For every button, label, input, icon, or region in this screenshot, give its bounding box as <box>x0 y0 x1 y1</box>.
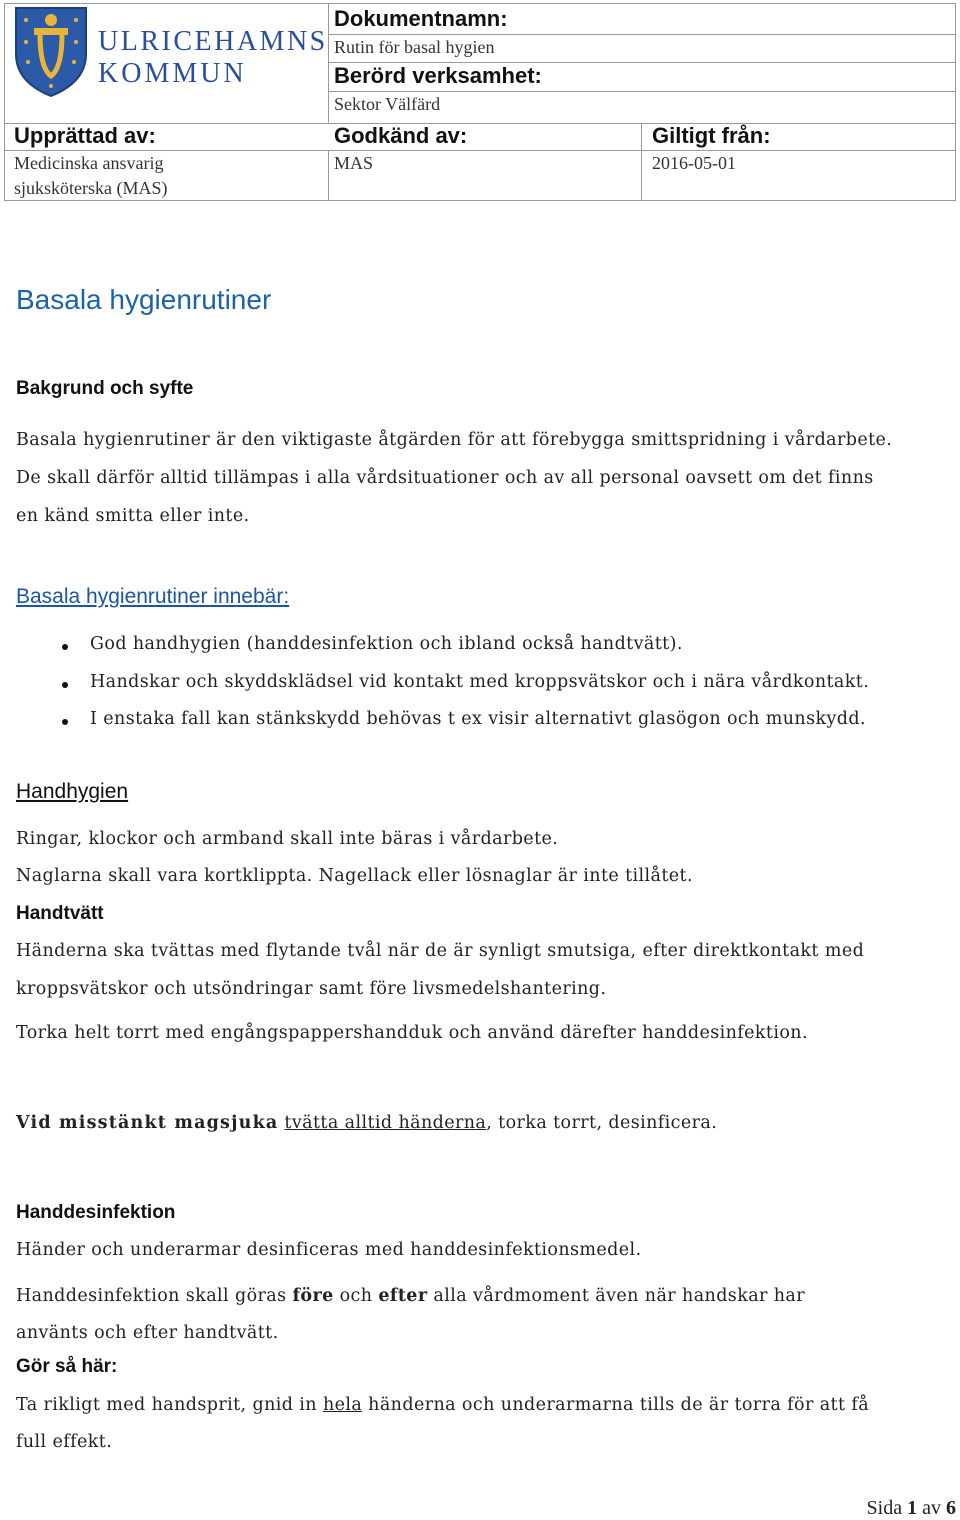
affected-label: Berörd verksamhet: <box>334 63 542 88</box>
header-divider <box>328 3 329 123</box>
paragraph-line: Händerna ska tvättas med flytande tvål när de är synligt smutsiga, efter direktkontakt med <box>16 941 865 961</box>
text-span: Handdesinfektion skall göras <box>16 1286 293 1306</box>
doc-name-label: Dokumentnamn: <box>334 6 508 31</box>
warning-line <box>16 1113 717 1133</box>
hand-hygiene-heading: Handhygien <box>16 780 129 803</box>
header-divider <box>328 150 329 201</box>
implies-heading: Basala hygienrutiner innebär: <box>16 585 290 608</box>
list-item: Handskar och skyddsklädsel vid kontakt med kroppsvätskor och i nära vårdkontakt. <box>90 672 870 692</box>
approved-by-value: MAS <box>334 153 374 173</box>
background-heading: Bakgrund och syfte <box>16 378 194 399</box>
logo-text-line2: KOMMUN <box>98 58 247 89</box>
paragraph-line: använts och efter handtvätt. <box>16 1323 279 1343</box>
valid-from-value: 2016-05-01 <box>652 153 736 173</box>
bullet-icon <box>62 644 68 650</box>
bullet-icon <box>62 682 68 688</box>
list-item: God handhygien (handdesinfektion och ibland också handtvätt). <box>90 634 683 654</box>
doc-name-value: Rutin för basal hygien <box>334 37 495 57</box>
page-title: Basala hygienrutiner <box>16 284 272 315</box>
paragraph-line: kroppsvätskor och utsöndringar samt före livsmedelshantering. <box>16 979 607 999</box>
paragraph-line: en känd smitta eller inte. <box>16 506 250 526</box>
page-number <box>867 1497 956 1520</box>
text-span: Ta rikligt med handsprit, gnid in <box>16 1395 323 1415</box>
paragraph-line: Naglarna skall vara kortklippta. Nagellack eller lösnaglar är inte tillåtet. <box>16 866 693 886</box>
howto-heading: Gör så här: <box>16 1356 118 1377</box>
valid-from-label: Giltigt från: <box>652 123 771 148</box>
created-by-value: Medicinska ansvarig <box>14 153 164 173</box>
paragraph-line: Händer och underarmar desinficeras med handdesinfektionsmedel. <box>16 1240 642 1260</box>
text-span: händerna och underarmarna tills de är torra för att få <box>362 1395 870 1415</box>
page-total: 6 <box>946 1497 956 1519</box>
header-divider <box>641 123 642 201</box>
disinfection-heading: Handdesinfektion <box>16 1202 176 1223</box>
created-by-value: sjuksköterska (MAS) <box>14 178 168 198</box>
paragraph-line: Ringar, klockor och armband skall inte bäras i vårdarbete. <box>16 829 559 849</box>
paragraph-line: Basala hygienrutiner är den viktigaste åtgärden för att förebygga smittspridning i vårdarbete. <box>16 430 893 450</box>
text-before: före <box>292 1286 334 1306</box>
paragraph-line <box>16 1286 805 1306</box>
warning-bold: Vid misstänkt magsjuka <box>16 1113 279 1133</box>
bullet-icon <box>62 719 68 725</box>
paragraph-line <box>16 1395 869 1415</box>
handwash-heading: Handtvätt <box>16 903 104 924</box>
text-span: och <box>333 1286 379 1306</box>
text-whole: hela <box>322 1395 363 1415</box>
coat-of-arms-icon <box>6 2 324 112</box>
text-after: efter <box>378 1286 428 1306</box>
paragraph-line: full effekt. <box>16 1432 113 1452</box>
warning-rest: , torka torrt, desinficera. <box>486 1113 718 1133</box>
paragraph-line: Torka helt torrt med engångspappershandduk och använd därefter handdesinfektion. <box>16 1023 808 1043</box>
logo-text-line1: ULRICEHAMNS <box>98 26 324 57</box>
affected-value: Sektor Välfärd <box>334 94 441 114</box>
approved-by-label: Godkänd av: <box>334 123 468 148</box>
paragraph-line: De skall därför alltid tillämpas i alla vårdsituationer och av all personal oavsett om det finns <box>16 468 874 488</box>
warning-underline: tvätta alltid händerna <box>284 1113 487 1133</box>
text-span: alla vårdmoment även när handskar har <box>427 1286 806 1306</box>
page-current: 1 <box>907 1497 918 1519</box>
list-item: I enstaka fall kan stänkskydd behövas t ex visir alternativt glasögon och munskydd. <box>90 709 866 729</box>
of-word: av <box>922 1497 941 1519</box>
created-by-label: Upprättad av: <box>14 123 156 148</box>
municipality-logo <box>6 2 324 112</box>
page-word: Sida <box>866 1497 903 1519</box>
